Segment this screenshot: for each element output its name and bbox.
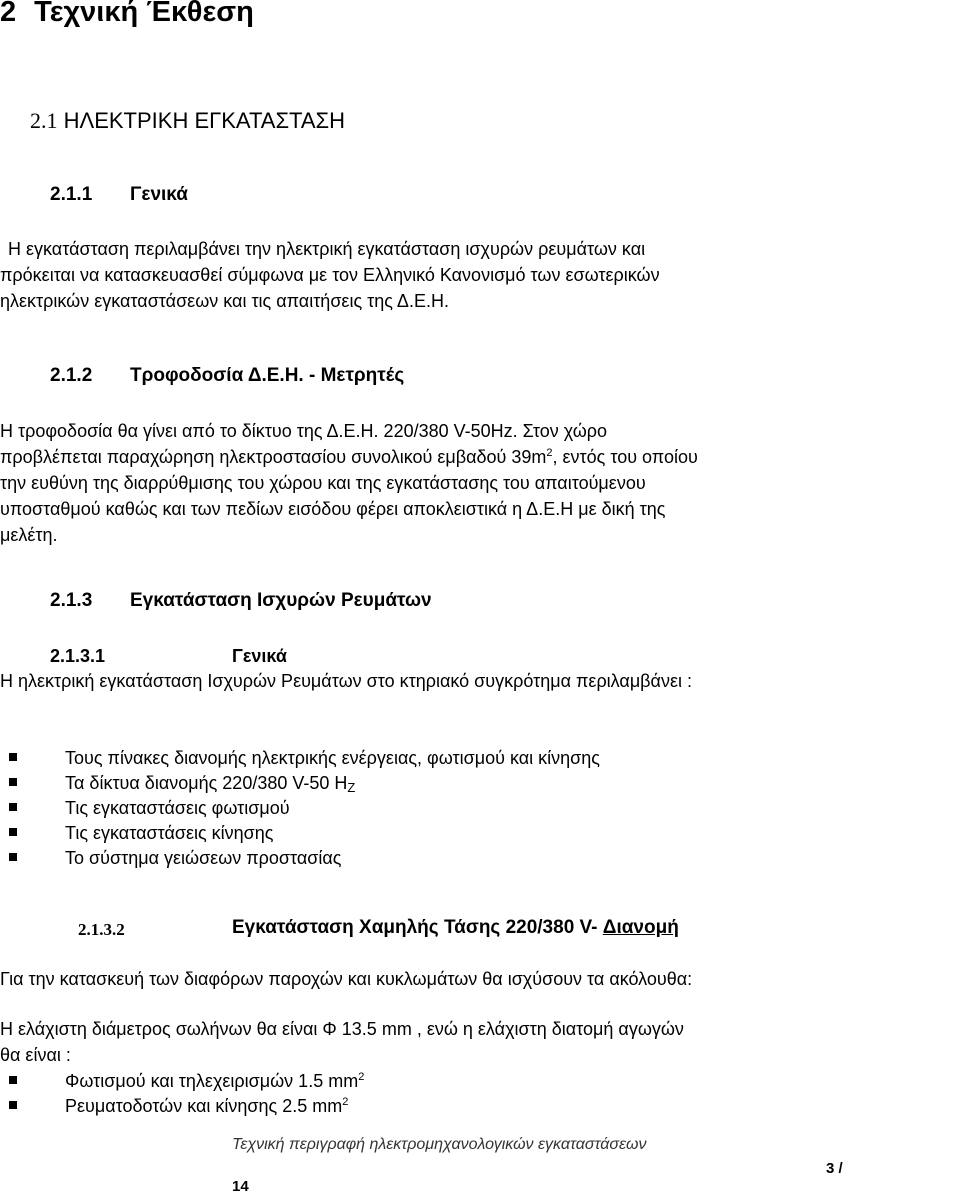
section-2-1-2-number: 2.1.2 <box>50 365 93 386</box>
superscript: 2 <box>358 1071 365 1083</box>
section-2-1-heading <box>30 108 345 134</box>
section-2-1-3-1-intro: Η ηλεκτρική εγκατάσταση Ισχυρών Ρευμάτων στο κτηριακό συγκρότημα περιλαμβάνει : <box>0 671 692 691</box>
section-title: ΗΛΕΚΤΡΙΚΗ ΕΓΚΑΤΑΣΤΑΣΗ <box>63 108 346 133</box>
list-item-text: Τις εγκαταστάσεις φωτισμού <box>65 798 290 818</box>
section-title-underlined: Διανομή <box>602 917 679 938</box>
section-title-part: Εγκατάσταση Χαμηλής Τάσης 220/380 V- <box>232 917 603 938</box>
section-2-1-2-title: Τροφοδοσία Δ.Ε.Η. - Μετρητές <box>130 365 405 386</box>
square-bullet-icon <box>9 753 17 761</box>
paragraph-line: θα είναι : <box>0 1045 71 1065</box>
list-item-text: Τα δίκτυα διανομής 220/380 V-50 H <box>65 773 348 793</box>
paragraph-line: υποσταθμού καθώς και των πεδίων εισόδου φέρει αποκλειστικά η Δ.Ε.Η με δική της <box>0 499 666 519</box>
superscript: 2 <box>546 447 553 459</box>
paragraph-line: μελέτη. <box>0 525 58 545</box>
section-2-1-3-2-title <box>232 917 679 939</box>
paragraph-line: πρόκειται να κατασκευασθεί σύμφωνα με τον Ελληνικό Κανονισμό των εσωτερικών <box>0 265 660 285</box>
section-2-1-3-1-title: Γενικά <box>232 646 287 666</box>
chapter-heading <box>0 0 254 29</box>
list-item <box>65 795 290 821</box>
paragraph-line: ηλεκτρικών εγκαταστάσεων και τις απαιτήσεις της Δ.Ε.Η. <box>0 291 449 311</box>
section-2-1-2-paragraph <box>0 418 698 548</box>
section-2-1-1-paragraph <box>0 236 660 314</box>
list-item <box>65 820 273 846</box>
paragraph-text: , εντός του οποίου <box>552 447 698 467</box>
paragraph-line <box>0 444 698 470</box>
list-item <box>65 1068 364 1094</box>
square-bullet-icon <box>9 828 17 836</box>
section-2-1-3-title: Εγκατάσταση Ισχυρών Ρευμάτων <box>130 590 432 611</box>
list-item-text: Φωτισμού και τηλεχειρισμών 1.5 mm <box>65 1071 359 1091</box>
section-2-1-1-title: Γενικά <box>130 184 188 205</box>
list-item-text: Ρευματοδοτών και κίνησης 2.5 mm <box>65 1096 343 1116</box>
section-2-1-3-number: 2.1.3 <box>50 590 93 611</box>
section-2-1-3-1-number: 2.1.3.1 <box>50 646 106 666</box>
chapter-title: Τεχνική Έκθεση <box>34 0 254 28</box>
footer-page-label: 3 / <box>826 1160 843 1177</box>
paragraph-line: Η εγκατάσταση περιλαμβάνει την ηλεκτρική εγκατάσταση ισχυρών ρευμάτων και <box>8 239 646 259</box>
list-item-text: Τις εγκαταστάσεις κίνησης <box>65 823 274 843</box>
section-number: 2.1 <box>30 108 58 133</box>
paragraph-text: προβλέπεται παραχώρηση ηλεκτροστασίου συνολικού εμβαδού 39m <box>0 447 547 467</box>
paragraph-line: την ευθύνη της διαρρύθμισης του χώρου και της εγκατάστασης του απαιτούμενου <box>0 473 646 493</box>
list-item-text: Το σύστημα γειώσεων προστασίας <box>65 848 342 868</box>
paragraph-line: Η ελάχιστη διάμετρος σωλήνων θα είναι Φ 13.5 mm , ενώ η ελάχιστη διατομή αγωγών <box>0 1019 684 1039</box>
square-bullet-icon <box>9 1101 17 1109</box>
paragraph-line: Η τροφοδοσία θα γίνει από το δίκτυο της Δ.Ε.Η. 220/380 V-50Hz. Στον χώρο <box>0 421 608 441</box>
unit-subscript: Z <box>347 780 356 795</box>
list-item <box>65 1093 348 1119</box>
square-bullet-icon <box>9 853 17 861</box>
list-item-text: Τους πίνακες διανομής ηλεκτρικής ενέργειας, φωτισμού και κίνησης <box>65 748 600 768</box>
section-2-1-1-number: 2.1.1 <box>50 184 93 205</box>
list-item <box>65 845 342 871</box>
footer-title: Τεχνική περιγραφή ηλεκτρομηχανολογικών εγκαταστάσεων <box>232 1136 647 1153</box>
list-item <box>65 745 600 771</box>
section-2-1-3-2-number: 2.1.3.2 <box>78 920 125 939</box>
chapter-number: 2 <box>0 0 17 28</box>
square-bullet-icon <box>9 803 17 811</box>
superscript: 2 <box>342 1096 349 1108</box>
square-bullet-icon <box>9 778 17 786</box>
section-2-1-3-2-intro: Για την κατασκευή των διαφόρων παροχών και κυκλωμάτων θα ισχύσουν τα ακόλουθα: <box>0 969 693 989</box>
diameter-paragraph <box>0 1016 684 1068</box>
square-bullet-icon <box>9 1076 17 1084</box>
footer-page-number: 14 <box>232 1178 249 1195</box>
